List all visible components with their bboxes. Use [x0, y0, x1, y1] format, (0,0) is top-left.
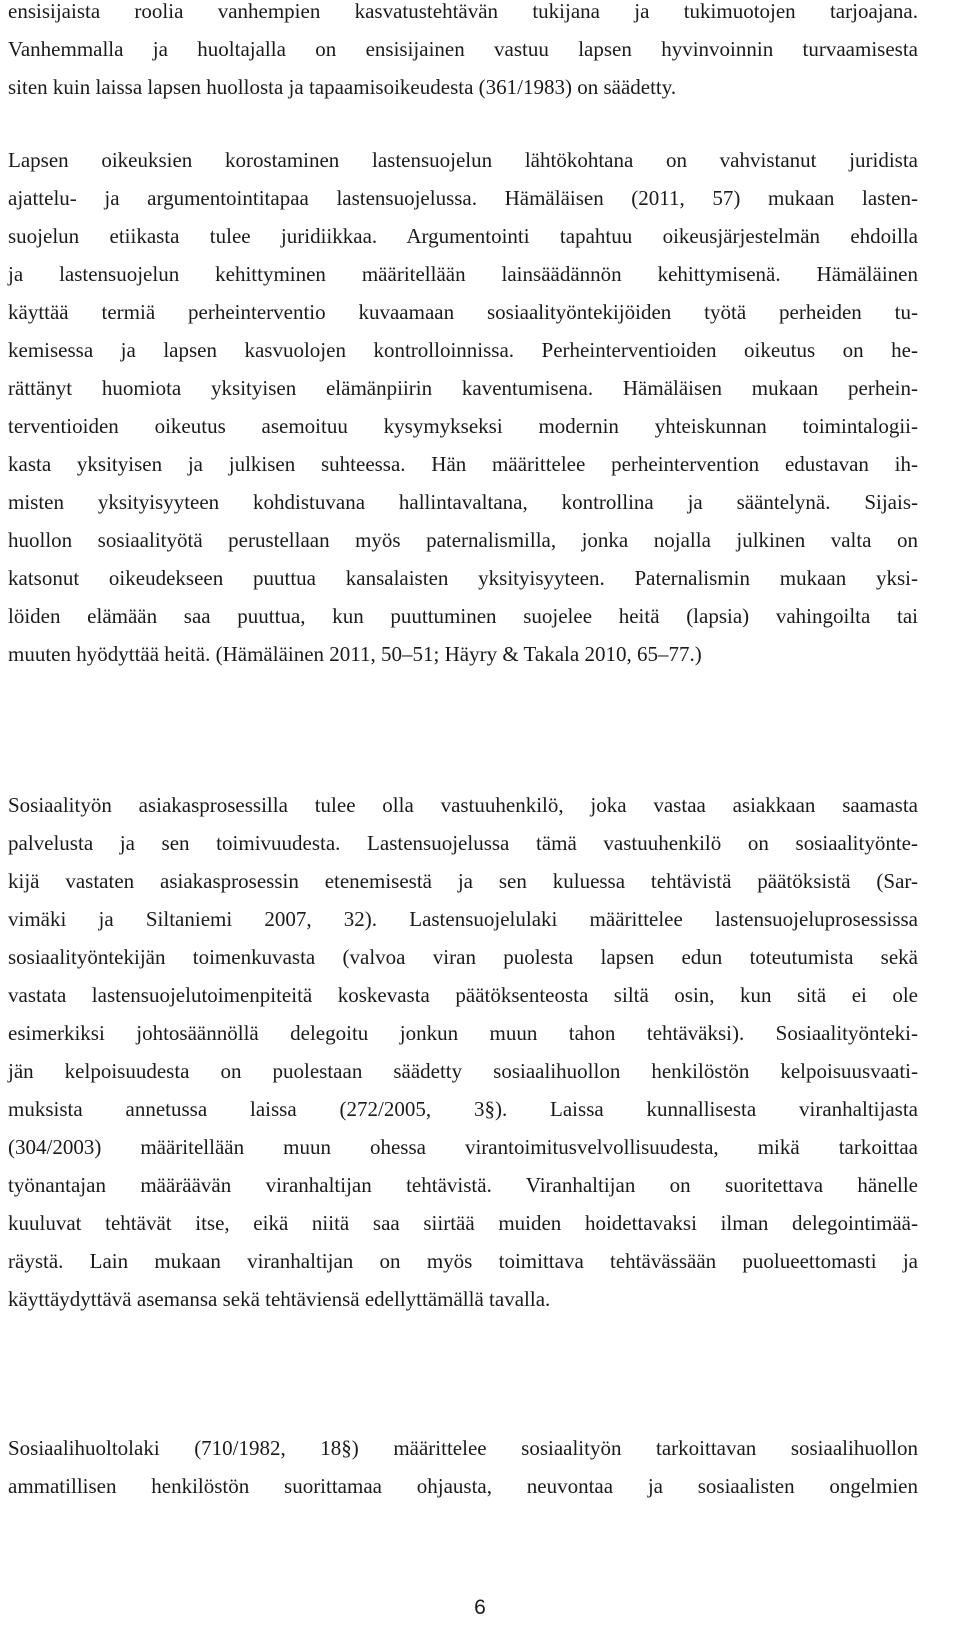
- text-line: kemisessa ja lapsen kasvuolojen kontrolloinnissa. Perheinterventioiden oikeutus on he-: [8, 338, 918, 362]
- text-line: terventioiden oikeutus asemoituu kysymykseksi modernin yhteiskunnan toimintalogii-: [8, 414, 918, 438]
- text-line: sosiaalityöntekijän toimenkuvasta (valvoa viran puolesta lapsen edun toteutumista sekä: [8, 945, 918, 969]
- text-line: suojelun etiikasta tulee juridiikkaa. Argumentointi tapahtuu oikeusjärjestelmän ehdoilla: [8, 224, 918, 248]
- text-line: kijä vastaten asiakasprosessin etenemisestä ja sen kuluessa tehtävistä päätöksistä (Sar-: [8, 869, 918, 893]
- text-line: huollon sosiaalityötä perustellaan myös paternalismilla, jonka nojalla julkinen valta on: [8, 528, 918, 552]
- text-line: vimäki ja Siltaniemi 2007, 32). Lastensuojelulaki määrittelee lastensuojeluprosessissa: [8, 907, 918, 931]
- text-line: muuten hyödyttää heitä. (Hämäläinen 2011, 50–51; Häyry & Takala 2010, 65–77.): [8, 642, 702, 666]
- text-line: käyttää termiä perheinterventio kuvaamaan sosiaalityöntekijöiden työtä perheiden tu-: [8, 300, 918, 324]
- text-line: siten kuin laissa lapsen huollosta ja tapaamisoikeudesta (361/1983) on säädetty.: [8, 75, 677, 99]
- text-line: misten yksityisyyteen kohdistuvana hallintavaltana, kontrollina ja sääntelynä. Sijais-: [8, 490, 918, 514]
- text-line: räystä. Lain mukaan viranhaltijan on myös toimittava tehtävässään puolueettomasti ja: [8, 1249, 918, 1273]
- text-line: ensisijaista roolia vanhempien kasvatustehtävän tukijana ja tukimuotojen tarjoajana.: [8, 0, 918, 23]
- text-line: palvelusta ja sen toimivuudesta. Lastensuojelussa tämä vastuuhenkilö on sosiaalityönte-: [8, 831, 918, 855]
- text-line: jän kelpoisuudesta on puolestaan säädetty sosiaalihuollon henkilöstön kelpoisuusvaati-: [8, 1059, 918, 1083]
- paragraph: [8, 1429, 918, 1505]
- text-line: muksista annetussa laissa (272/2005, 3§). Laissa kunnallisesta viranhaltijasta: [8, 1097, 918, 1121]
- text-line: Lapsen oikeuksien korostaminen lastensuojelun lähtökohtana on vahvistanut juridista: [8, 148, 918, 172]
- text-line: ja lastensuojelun kehittyminen määritellään lainsäädännön kehittymisenä. Hämäläinen: [8, 262, 918, 286]
- text-line: löiden elämään saa puuttua, kun puuttuminen suojelee heitä (lapsia) vahingoilta tai: [8, 604, 918, 628]
- text-line: vastata lastensuojelutoimenpiteitä koskevasta päätöksenteosta siltä osin, kun sitä ei ole: [8, 983, 918, 1007]
- paragraph: [8, 0, 918, 106]
- text-line: kuuluvat tehtävät itse, eikä niitä saa siirtää muiden hoidettavaksi ilman delegointimää-: [8, 1211, 918, 1235]
- page-number: 6: [474, 1596, 486, 1619]
- text-line: ammatillisen henkilöstön suorittamaa ohjausta, neuvontaa ja sosiaalisten ongelmien: [8, 1474, 918, 1498]
- text-line: käyttäydyttävä asemansa sekä tehtäviensä edellyttämällä tavalla.: [8, 1287, 551, 1311]
- text-line: Vanhemmalla ja huoltajalla on ensisijainen vastuu lapsen hyvinvoinnin turvaamisesta: [8, 37, 918, 61]
- text-line: työnantajan määräävän viranhaltijan tehtävistä. Viranhaltijan on suoritettava hänelle: [8, 1173, 918, 1197]
- text-line: katsonut oikeudekseen puuttua kansalaisten yksityisyyteen. Paternalismin mukaan yksi-: [8, 566, 918, 590]
- text-line: ajattelu- ja argumentointitapaa lastensuojelussa. Hämäläisen (2011, 57) mukaan lasten-: [8, 186, 918, 210]
- text-line: kasta yksityisen ja julkisen suhteessa. Hän määrittelee perheintervention edustavan ih-: [8, 452, 918, 476]
- paragraph: [8, 786, 918, 1318]
- text-line: Sosiaalityön asiakasprosessilla tulee olla vastuuhenkilö, joka vastaa asiakkaan saamasta: [8, 793, 918, 817]
- paragraph: [8, 141, 918, 673]
- text-line: esimerkiksi johtosäännöllä delegoitu jonkun muun tahon tehtäväksi). Sosiaalityönteki-: [8, 1021, 918, 1045]
- text-line: rättänyt huomiota yksityisen elämänpiirin kaventumisena. Hämäläisen mukaan perhein-: [8, 376, 918, 400]
- text-line: Sosiaalihuoltolaki (710/1982, 18§) määrittelee sosiaalityön tarkoittavan sosiaalihuollon: [8, 1436, 918, 1460]
- text-line: (304/2003) määritellään muun ohessa virantoimitusvelvollisuudesta, mikä tarkoittaa: [8, 1135, 918, 1159]
